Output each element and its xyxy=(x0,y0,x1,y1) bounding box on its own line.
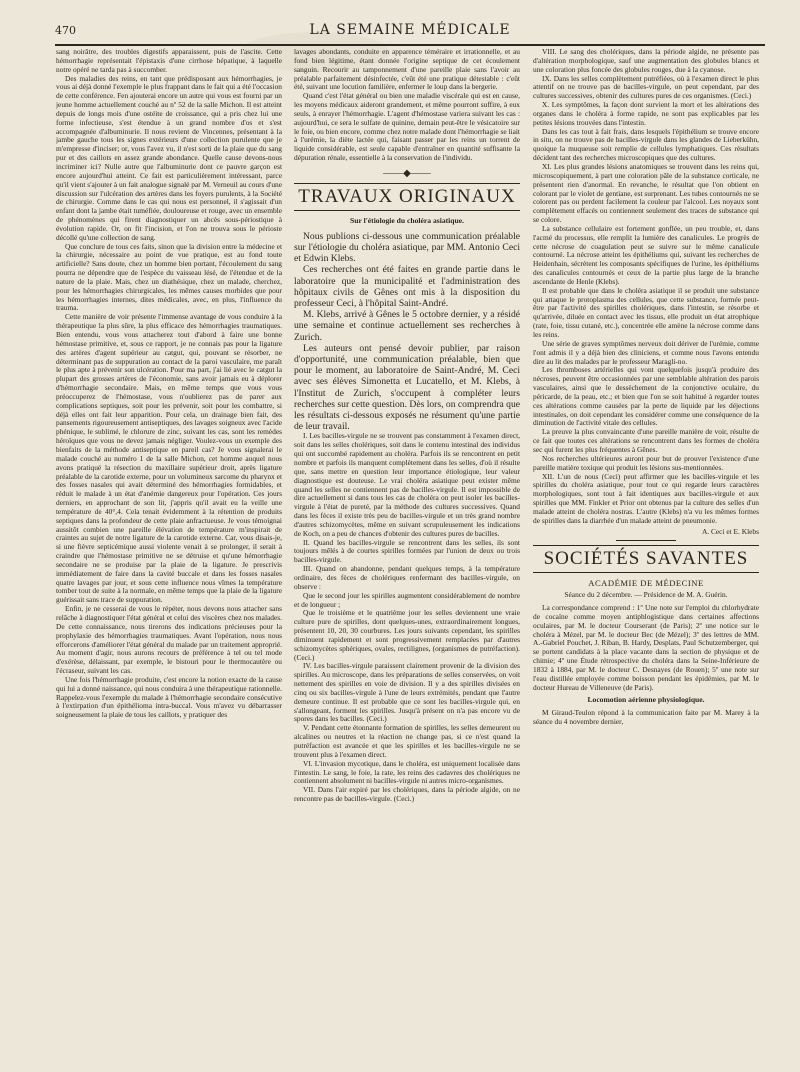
column-3 xyxy=(533,48,759,1048)
paragraph: Cette manière de voir présente l'immense avantage de vous conduire à la thérapeutique la plus sûre, la plus efficace des hémorrhagies traumatiques. Bien entendu, vous vous attacherez tout d'abord à faire une bonne hémostase primitive, et, sous ce rapport, je ne connais pas pour la ligature des artères d'agent supérieur au catgut, qui, pouvant se résorber, ne déterminant pas de suppuration au contact de la paroi vasculaire, me paraît le plus apte à prévenir son ulcération. Pour ma part, j'ai lié avec le catgut la plupart des grosses artères de l'économie, sans avoir jamais eu à déplorer d'hémorrhagie secondaire. Mais, en même temps que vous vous préoccuperez de l'hémostase, vous n'oublierez pas de parer aux complications septiques, soit pour les prévenir, soit pour les combattre, si déjà elles ont fait leur apparition. Pour cela, un drainage bien fait, des pansements rigoureusement antiseptiques, des lavages soigneux avec l'acide phénique, le sublimé, le chlorure de zinc, suivant les cas, sont les remèdes héroïques que vous ne devez jamais négliger. Voulez-vous un exemple des bienfaits de la méthode antiseptique en pareil cas? Je vous signalerai le malade couché au numéro 1 de la salle Michon, cet homme auquel nous avons pratiqué la résection du maxillaire supérieur droit, après ligature préalable de la carotide externe, pour un volumineux sarcome du pharynx et des fosses nasales qui avait déterminé des hémorrhagies formidables, et réduit le malade à un état d'anémie dangereux pour l'opération. Ces jours derniers, en approchant de son lit, j'appris qu'il avait eu la veille une température de 40°,4. Cela tenait évidemment à la rétention de produits septiques dans la profondeur de cette plaie anfractueuse. Je vous témoignai aussitôt combien une pareille élévation de température m'inspirait de craintes au sujet de notre ligature de la carotide externe. Car, vous disais-je, si une fièvre septicémique aussi violente venait à se prolonger, il serait à craindre que l'hémostase primitive ne se détruise et qu'une hémorrhagie secondaire ne se produise par la plaie de la ligature. Je prescrivis immédiatement de faire dans la cavité buccale et dans les fosses nasales quatre lavages par jour, et sous cette influence nous vîmes la température tomber tout de suite à la normale, en même temps que la plaie de la ligature guérissait sans trace de suppuration. xyxy=(56,312,282,605)
article-signature: A. Ceci et E. Klebs xyxy=(701,526,759,536)
paragraph: IX. Dans les selles complètement putréfiées, où à l'examen direct le plus attentif on ne trouve pas de bacilles-virgule, on peut cependant, par des cultures successives, obtenir des cultures pures de ces organismes. (Ceci.) xyxy=(533,73,759,101)
paragraph: Les auteurs ont pensé devoir publier, par raison d'opportunité, une communication préalable, bien que pour le moment, au laboratoire de Saint-André, M. Ceci avec ses élèves Simonetta et Lucatello, et M. Klebs, à l'Institut de Zurich, s'occupent à compléter leurs recherches sur cette question. Dès lors, on comprendra que les résultats ci-dessous exposés ne résument qu'une partie de leur travail. xyxy=(294,342,520,433)
ornament-divider: ——◆—— xyxy=(383,167,431,179)
paragraph: Une fois l'hémorrhagie produite, c'est encore la notion exacte de la cause qui lui a donné naissance, qui nous conduira à une thérapeutique rationnelle. Rappelez-vous l'exemple du malade à l'hémorrhagie secondaire consécutive à l'extirpation d'un épithélioma intra-buccal. Vous m'avez vu débarrasser soigneusement la plaie de tous les caillots, y pratiquer des xyxy=(56,674,282,720)
divider-rule xyxy=(616,540,676,541)
paragraph: I. Les bacilles-virgule ne se trouvent pas constamment à l'examen direct, soit dans les selles cholériques, soit dans le contenu intestinal des individus qui ont succombé rapidement au choléra. Parfois ils se rencontrent en petit nombre et parfois ils manquent complètement dans les selles, d'où il résulte que, sans mettre en question leur importance étiologique, leur valeur diagnostique est douteuse. Le vrai choléra asiatique peut exister même quand les selles ne contiennent pas de bacilles-virgule. Il est impossible de dire actuellement si dans tous les cas de choléra on peut isoler les bacilles-virgule à l'état de pureté, par la méthode des cultures successives. Quand dans les fèces il existe très peu de bacilles-virgule et un très grand nombre d'autres schizomycètes, même en suivant scrupuleusement les indications de Koch, on a peu de chances d'obtenir des cultures pures de bacilles. xyxy=(294,431,520,538)
section-title-travaux: TRAVAUX ORIGINAUX xyxy=(294,183,520,211)
page-header xyxy=(55,20,765,46)
journal-title: LA SEMAINE MÉDICALE xyxy=(309,22,511,38)
paragraph: X. Les symptômes, la façon dont survient la mort et les altérations des organes dans le choléra à forme rapide, ne sont pas explicables par les petites lésions trouvées dans l'intestin. xyxy=(533,100,759,127)
paragraph: V. Pendant cette étonnante formation de spirilles, les selles demeurent ou alcalines ou neutres et la réaction ne change pas, si ce n'est quand la putréfaction est avancée et que les spirilles et les bacilles-virgule ne se trouvent plus à l'examen direct. xyxy=(294,723,520,759)
paragraph: Ces recherches ont été faites en grande partie dans le laboratoire que la municipalité et l'administration des hôpitaux civils de Gênes ont mis à la disposition du professeur Ceci, à l'hôpital Saint-André. xyxy=(294,264,520,310)
subsection-title: Locomotion aérienne physiologique. xyxy=(587,694,705,704)
paragraph: II. Quand les bacilles-virgule se rencontrent dans les selles, ils sont toujours mêlés à de courtes spirilles formées par l'union de deux ou trois bacilles-virgule. xyxy=(294,537,520,565)
paragraph: Les thromboses artérielles qui vont quelquefois jusqu'à produire des nécroses, peuvent être occasionnées par une semblable altération des parois vasculaires, ainsi que le dessèchement de la conjonctive oculaire, du péricarde, de la peau, etc.; et bien que l'on se soit habitué à regarder toutes ces altérations comme causées par la perte de liquide par les déjections intestinales, on doit cependant les considérer comme une conséquence de la diminution de l'activité vitale des cellules. xyxy=(533,365,759,428)
paragraph: M. Klebs, arrivé à Gênes le 5 octobre dernier, y a résidé une semaine et continue actuellement ses recherches à Zurich. xyxy=(294,309,520,343)
paragraph: XI. Les plus grandes lésions anatomiques se trouvent dans les reins qui, microscopiquement, à part une coloration pâle de la substance corticale, ne présentent rien d'anormal. En revanche, le résultat que l'on obtient en colorant par le violet de gentiane, est surprenant. Les tubes contournés ne se colorent pas ou perdent facilement la couleur par l'alcool. Les noyaux sont complètement effacés ou contiennent seulement des traces de substance qui se colore. xyxy=(533,161,759,225)
paragraph: Nos recherches ultérieures auront pour but de prouver l'existence d'une pareille matière toxique qui produit les lésions sus-mentionnées. xyxy=(533,453,759,472)
paragraph: Que conclure de tous ces faits, sinon que la division entre la médecine et la chirurgie, nécessaire au point de vue pratique, est au fond toute artificielle? Sans doute, chez un homme bien portant, l'écoulement du sang pourra ne dépendre que de l'espèce du vaisseau lésé, de l'étendue et de la nature de la plaie. Mais, chez un diathésique, chez un malade, cherchez, pour les hémorrhagies chirurgicales, les mêmes causes morbides que pour les hémorrhagies internes, dites médicales, avec, en plus, l'influence du trauma. xyxy=(56,241,282,313)
paragraph: VI. L'invasion mycotique, dans le choléra, est uniquement localisée dans l'intestin. Le sang, le foie, la rate, les reins des cadavres des cholériques ne contiennent absolument ni bacilles-virgule ni autres micro-organismes. xyxy=(294,758,520,786)
paragraph: III. Quand on abandonne, pendant quelques temps, à la température ordinaire, des fèces de cholériques renfermant des bacilles-virgule, on observe : xyxy=(294,564,520,591)
paragraph: sang noirâtre, des troubles digestifs apparaissent, puis de l'ascite. Cette hémorrhagie représentait l'épistaxis d'une cirrhose hépatique, à laquelle notre opéré ne tarda pas à succomber. xyxy=(56,48,282,74)
meeting-line: Séance du 2 décembre. — Présidence de M. A. Guérin. xyxy=(564,590,728,600)
section-title-societes: SOCIÉTÉS SAVANTES xyxy=(533,545,759,573)
paragraph: Des maladies des reins, en tant que prédisposant aux hémorrhagies, je vous ai déjà donné l'exemple le plus frappant dans le fait qui a été l'occasion de cette conférence. Fen ajouterai encore un autre qui vous est fourni par un jeune homme actuellement couché au nº 52 de la salle Michon. Il est atteint depuis de longs mois d'une ostéite de croissance, qui a pris chez lui une forme infectieuse, s'est étendue à un grand nombre d'os et s'est accompagnée d'albuminurie. Il nous revient de Vincennes, présentant à la jambe gauche tous les signes extérieurs d'une collection purulente que je m'empresse d'inciser; or, vous l'avez vu, il n'est sorti de la plaie que du sang pur et des caillots en assez grande abondance. Quelle cause devons-nous incriminer ici? Nulle autre que l'albuminurie dont ce pauvre garçon est encore aujourd'hui atteint. Ce fait est particulièrement intéressant, parce qu'il vient s'ajouter à un fait analogue signalé par M. Verneuil au cours d'une discussion sur l'ulcération des artères dans les foyers purulents, à la Société de chirurgie. Comme dans le cas qui nous est personnel, il s'agissait d'un enfant dont la jambe était tuméfiée, douloureuse et rouge, avec un ensemble de phénomènes qui firent diagnostiquer un abcès sous-périostique à évolution rapide. Or, on fit l'incision, et l'on ne trouva sous le périoste décollé qu'une collection de sang. xyxy=(56,73,282,242)
article-subtitle: Sur l'étiologie du choléra asiatique. xyxy=(350,215,464,225)
paragraph: Une série de graves symptômes nerveux doit dériver de l'urémie, comme l'ont admis il y a déjà bien des cliniciens, et comme nous l'avons entendu dire au lit des malades par le professeur Maragli-no. xyxy=(533,338,759,366)
paragraph: Que le second jour les spirilles augmentent considérablement de nombre et de longueur ; xyxy=(294,590,520,609)
paragraph: lavages abondants, conduite en apparence téméraire et irrationnelle, et au fond bien légitime, étant donnée l'origine septique de cet écoulement sanguin. Recourir au tamponnement d'une pareille plaie sans l'avoir au préalable parfaitement désinfectée, c'eût été une pratique détestable : c'eût été, suivant une locution familière, enfermer le loup dans la bergerie. xyxy=(294,48,520,92)
paragraph: Dans les cas tout à fait frais, dans lesquels l'épithélium se trouve encore in situ, on ne trouve pas de bacilles-virgule dans les glandes de Lieberkühn, quoique la muqueuse soit remplie de cellules lymphatiques. Ces résultats décident tant des recherches microscopiques que des cultures. xyxy=(533,126,759,163)
paragraph: La substance cellulaire est fortement gonflée, un peu trouble, et, dans l'acmé du processus, elle remplit la lumière des canalicules. Le progrès de cette nécrose de coagulation peut se suivre sur le même canalicule contourné. La nécrose atteint les épithéliums qui, suivant les recherches de Heidenhain, sécrètent les composants spécifiques de l'urine, les épithéliums des canalicules contournés et ceux de la partie plus large de la branche ascendante de Henle (Klebs). xyxy=(533,223,759,286)
paragraph: VIII. Le sang des cholériques, dans la période algide, ne présente pas d'altération morphologique, sauf une augmentation des globules blancs et une coloration plus foncée des globules rouges, due à la cyanose. xyxy=(533,48,759,74)
paragraph: Quand c'est l'état général ou bien une maladie viscérale qui est en cause, les moyens médicaux aideront grandement, et même pourront suffire, à eux seuls, à enrayer l'hémorrhagie. L'agent d'hémostase variera suivant les cas : aujourd'hui, ce sera le sulfate de quinine, demain peut-être le vésicatoire sur le foie, ou bien encore, comme chez notre malade dont l'hémorrhagie se liait à l'urémie, la diète lactée qui, faisant passer par les reins un torrent de liquide considérable, est seule capable d'entraîner en quantité suffisante la dépuration rénale, essentielle à la conservation de l'individu. xyxy=(294,91,520,163)
paragraph: Que le troisième et le quatrième jour les selles deviennent une vraie culture pure de spirilles, dont quelques-unes, extraordinairement longues, présentent 10, 20, 30 courbures. Les jours suivants cependant, les spirilles diminuent rapidement et sont progressivement remplacées par d'autres schizomycètes sphériques, ovales, rectilignes, (organismes de putréfaction). (Ceci.) xyxy=(294,608,520,662)
paragraph: Enfin, je ne cesserai de vous le répéter, nous devons nous attacher sans relâche à diagnostiquer l'état général et celui des viscères chez nos malades. De cette connaissance, nous tirerons des indications précieuses pour la prophylaxie des hémorrhagies traumatiques. Avant l'opération, nous nous efforcerons d'améliorer l'état général du malade par un traitement approprié. Au moment d'agir, nous aurons recours de préférence à tel ou tel mode d'exérèse, délaissant, par exemple, le bistouri pour le thermocautère ou l'écraseur, suivant les cas. xyxy=(56,604,282,676)
paragraph: Nous publions ci-dessous une communication préalable sur l'étiologie du choléra asiatique, par MM. Antonio Ceci et Edwin Klebs. xyxy=(294,230,520,265)
paragraph: VII. Dans l'air expiré par les cholériques, dans la période algide, on ne rencontre pas de bacilles-virgule. (Ceci.) xyxy=(294,785,520,804)
paragraph: XII. L'un de nous (Ceci) peut affirmer que les bacilles-virgule et les spirilles du choléra asiatique, pour tout ce qui regarde leurs caractères morphologiques, sont tout à fait identiques aux bacilles-virgule et aux spirilles que MM. Finkler et Prior ont obtenus par la culture des selles d'un malade atteint de choléra nostras. L'autre (Klebs) n'a vu les mêmes formes de spirilles dans la diarrhée d'un malade atteint de pneumonie. xyxy=(533,471,759,525)
paragraph: La correspondance comprend : 1º Une note sur l'emploi du chlorhydrate de cocaïne comme moyen antiphlogistique dans certaines affections oculaires, par M. le docteur Courserant (de Paris); 2º une notice sur le choléra à Mézel, par M. le docteur Bec (de Mézel); 3º des lettres de MM. A.-Gabriel Pouchet, J. Riban, B. Hardy, Desplats, Paul Schutzemberger, qui se portent candidats à la place vacante dans la section de physique et de chimie; 4º une Étude rétrospective du choléra dans la Seine-Inférieure de 1832 à 1884, par M. le docteur C. Desnayes (de Rouen); 5º une note sur l'eau distillée employée comme boisson pendant les épidémies, par M. le docteur Hureau de Villeneuve (de Paris). xyxy=(533,603,759,692)
column-1 xyxy=(56,48,282,1048)
academy-title: ACADÉMIE DE MÉDECINE xyxy=(588,578,704,589)
paragraph: Il est probable que dans le choléra asiatique il se produit une substance qui attaque le protoplasma des cellules, que cette substance, formée peut-être par l'activité des spirilles cholériques, dans l'intestin, se résorbe et qu'arrivée, diluée en contact avec les tissus, elle produit un état atrophique (rate, foie, tissu cutané, etc.), concentrée elle amène la nécrose comme dans les reins. xyxy=(533,285,759,339)
column-2 xyxy=(294,48,520,1048)
paragraph: M Giraud-Teulon répond à la communication faite par M. Marey à la séance du 4 novembre dernier, xyxy=(533,708,759,727)
paragraph: IV. Les bacilles-virgule paraissent clairement provenir de la division des spirilles. Au microscope, dans les préparations de selles conservées, on voit nettement des spirilles en voie de division. Il y a des spirilles divisées en cinq ou six bacilles-virgule à l'une de leurs extrémités, pendant que l'autre demeure continue. Il est probable que ce sont les bacilles-virgule qui, en s'allongeant, forment les spirilles. Jusqu'à présent on n'a pas encore vu de spores dans les bacilles. (Ceci.) xyxy=(294,661,520,724)
page-number: 470 xyxy=(55,24,76,37)
paragraph: La preuve la plus convaincante d'une pareille manière de voir, résulte de ce fait que toutes ces altérations se rencontrent dans les formes de choléra sec qui furent les plus fréquentes à Gênes. xyxy=(533,427,759,454)
